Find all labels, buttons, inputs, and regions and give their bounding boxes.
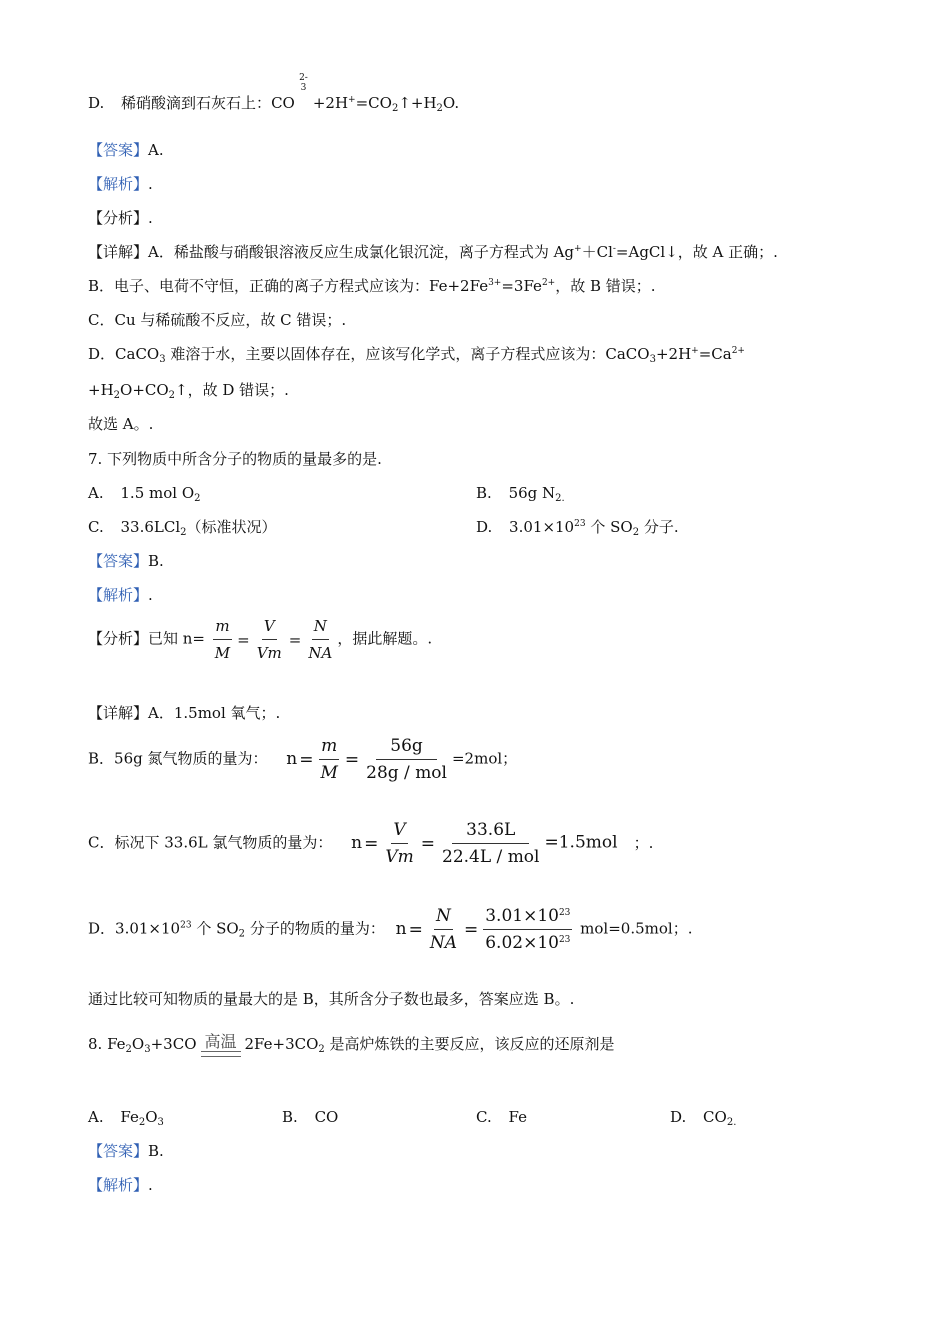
q7-option-c: C. 33.6LCl$_2$（标准状况） (88, 518, 277, 538)
q6-detail-d: D．CaCO$_3$ 难溶于水，主要以固体存在，应该写化学式，离子方程式应该为：$CaCO_3+2H^+=Ca^{2+}$ (88, 345, 745, 365)
q7-fenxi: 【分析】已知 n= $\frac{m}{M}$ = $\frac{V}{Vm}$ = $\frac{N}{NA}$ ，据此解题。. (88, 617, 433, 662)
fraction-N-over-NA-d: $\frac{N}{NA}$ (429, 906, 457, 953)
q8-option-d: D. $CO_{2.}$ (670, 1108, 737, 1128)
q7-summary: 通过比较可知物质的量最大的是 B，其所含分子数也最多，答案应选 B。. (88, 990, 575, 1008)
fraction-56g: $\frac{56g}{\text{28g / mol}}$ (366, 736, 447, 783)
q7-detail-d: D．$3.01\times 10^{23}$ 个 $SO_2$ 分子的物质的量为： n = $\frac{N}{NA}$ = $\frac{3.01\times 10^{23}}{6.02\times 10^{23}}$ mol=0.5mol；. (88, 906, 693, 953)
q7-stem: 7. 下列物质中所含分子的物质的量最多的是. (88, 450, 382, 468)
q8-option-c: C. Fe (476, 1108, 527, 1126)
q6-answer: 【答案】A. (88, 141, 164, 159)
q8-option-b: B. CO (282, 1108, 339, 1126)
fraction-V-over-Vm: $\frac{V}{Vm}$ (256, 617, 282, 662)
q8-stem: 8. $Fe_2O_3+3CO$ 高温 $2Fe+3CO_2$ 是高炉炼铁的主要反应，该反应的还原剂是 (88, 1022, 615, 1066)
q8-answer: 【答案】B. (88, 1142, 164, 1160)
q7-option-a: A. 1.5 mol $O_2$ (88, 484, 201, 504)
q7-option-b: B. 56g $N_{2.}$ (476, 484, 565, 504)
q7-detail-c: C．标况下 33.6L 氯气物质的量为： n = $\frac{V}{Vm}$ = $\frac{33.6L}{\text{22.4L / mol}}$ =1.5mol ；. (88, 820, 654, 867)
fraction-N-over-NA: $\frac{N}{NA}$ (308, 617, 333, 662)
q7-answer: 【答案】B. (88, 552, 164, 570)
q6-detail-d-cont: $+H_2O+CO_2↑$，故 D 错误；. (88, 381, 289, 401)
q7-option-d: D. $3.01\times 10^{23}$ 个 $SO_2$ 分子. (476, 518, 679, 538)
fraction-V-over-Vm-c: $\frac{V}{Vm}$ (385, 820, 414, 867)
q6-option-d: D. 稀硝酸滴到石灰石上：CO 2- 3 $+2H^+=CO_2↑+H_2O$. (88, 73, 460, 114)
fraction-m-over-M: $\frac{m}{M}$ (214, 617, 231, 662)
q6-jiexi: 【解析】. (88, 175, 153, 193)
q6-fenxi: 【分析】. (88, 209, 153, 227)
q7-jiexi: 【解析】. (88, 586, 153, 604)
fraction-m-over-M-b: $\frac{m}{M}$ (320, 736, 338, 783)
q6-detail-c: C．Cu 与稀硫酸不反应，故 C 错误；. (88, 311, 347, 329)
q8-jiexi: 【解析】. (88, 1176, 153, 1194)
carbonate-ion: CO 2- 3 (271, 73, 308, 112)
q6-detail-b: B．电子、电荷不守恒，正确的离子方程式应该为：$Fe+2Fe^{3+}=3Fe^{2+}$，故 B 错误；. (88, 277, 656, 295)
q6-detail-a: 【详解】A．稀盐酸与硝酸银溶液反应生成氯化银沉淀，离子方程式为 Ag+＋Cl-=AgCl↓，故 A 正确；. (88, 243, 778, 261)
reaction-condition-arrow: 高温 (201, 1033, 241, 1066)
q7-detail-a: 【详解】A．1.5mol 氧气；. (88, 704, 281, 722)
fraction-avogadro: $\frac{3.01\times 10^{23}}{6.02\times 10^{23}}$ (485, 906, 571, 953)
q7-detail-b: B．56g 氮气物质的量为： n = $\frac{m}{M}$ = $\frac{56g}{\text{28g / mol}}$ =2mol； (88, 736, 518, 783)
fraction-33-6L: $\frac{33.6L}{\text{22.4L / mol}}$ (442, 820, 540, 867)
q8-option-a: A. $Fe_2O_3$ (88, 1108, 164, 1128)
q6-conclusion: 故选 A。. (88, 415, 154, 433)
